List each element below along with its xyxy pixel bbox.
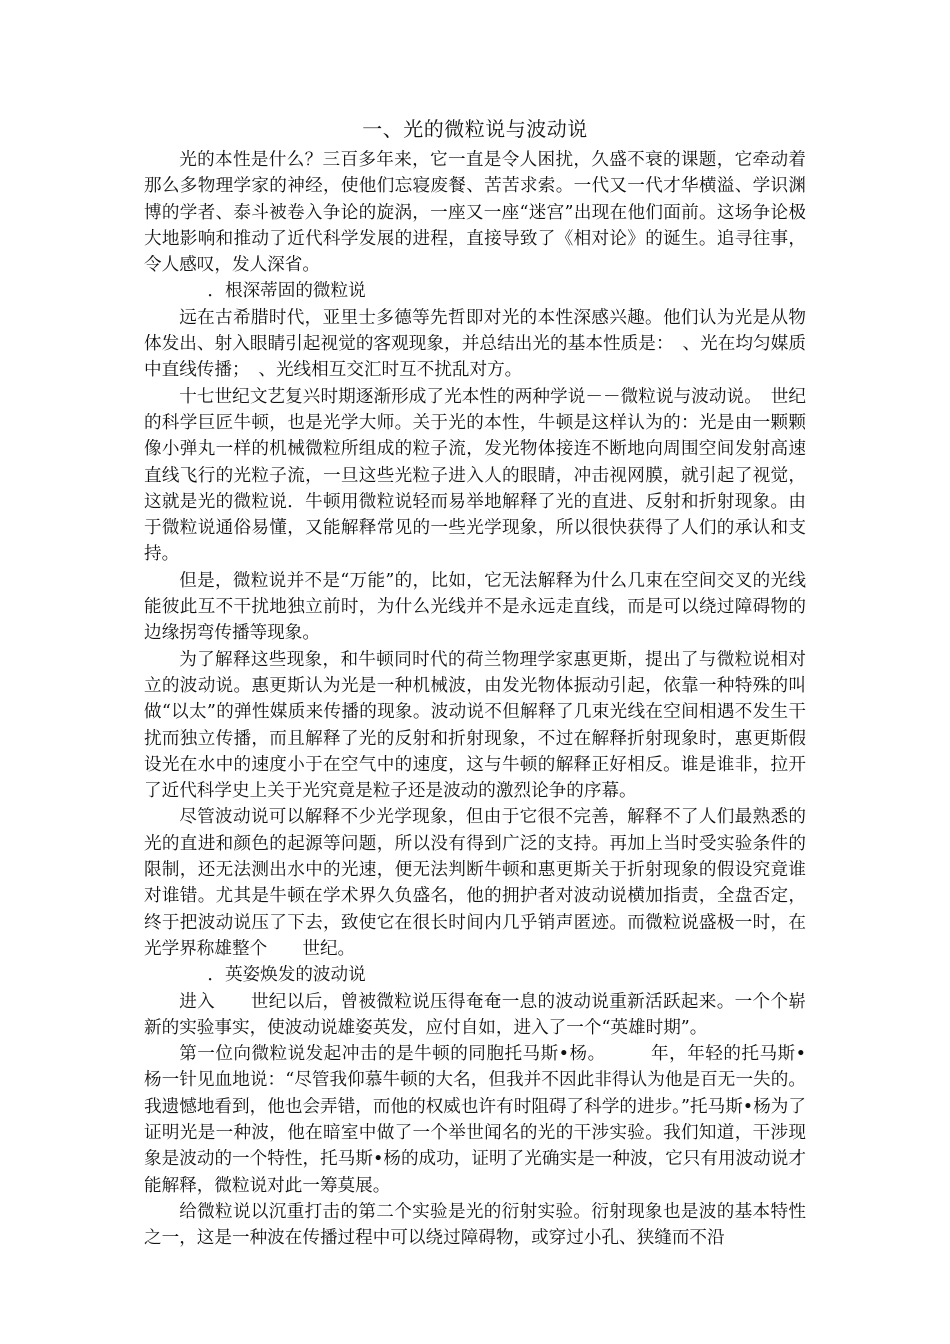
paragraph-young: 第一位向微粒说发起冲击的是牛顿的同胞托马斯•杨。 年，年轻的托马斯•杨一针见血地说：“尽管我仰慕牛顿的大名，但我并不因此非得认为他是百无一失的。我遗憾地看到，他也会弄错，而他的权威也许有时阻碍了科学的进步。”托马斯•杨为了证明光是一种波，他在暗室中做了一个举世闻名的光的干涉实验。我们知道，干涉现象是波动的一个特性，托马斯•杨的成功，证明了光确实是一种波，它只有用波动说才能解释，微粒说对此一筹莫展。 (144, 1044, 806, 1196)
paragraph-newton: 十七世纪文艺复兴时期逐渐形成了光本性的两种学说－－微粒说与波动说。 世纪的科学巨匠牛顿，也是光学大师。关于光的本性，牛顿是这样认为的：光是由一颗颗像小弹丸一样的机械微粒所组成的粒子流，发光物体接连不断地向周围空间发射高速直线飞行的光粒子流，一旦这些光粒子进入人的眼睛，冲击视网膜，就引起了视觉，这就是光的微粒说．牛顿用微粒说轻而易举地解释了光的直进、反射和折射现象。由于微粒说通俗易懂，又能解释常见的一些光学现象，所以很快获得了人们的承认和支持。 (144, 386, 806, 565)
paragraph-diffraction: 给微粒说以沉重打击的第二个实验是光的衍射实验。衍射现象也是波的基本特性之一，这是一种波在传播过程中可以绕过障碍物，或穿过小孔、狭缝而不沿 (144, 1201, 806, 1249)
paragraph-huygens: 为了解释这些现象，和牛顿同时代的荷兰物理学家惠更斯，提出了与微粒说相对立的波动说。惠更斯认为光是一种机械波，由发光物体振动引起，依靠一种特殊的叫做“以太”的弹性媒质来传播的现象。波动说不但解释了几束光线在空间相遇不发生干扰而独立传播，而且解释了光的反射和折射现象，不过在解释折射现象时，惠更斯假设光在水中的速度小于在空气中的速度，这与牛顿的解释正好相反。谁是谁非，拉开了近代科学史上关于光究竟是粒子还是波动的激烈论争的序幕。 (144, 649, 806, 802)
paragraph-intro: 光的本性是什么？三百多年来，它一直是令人困扰，久盛不衰的课题，它牵动着那么多物理学家的神经，使他们忘寝废餐、苦苦求索。一代又一代才华横溢、学识渊博的学者、泰斗被卷入争论的旋涡，一座又一座“迷宫”出现在他们面前。这场争论极大地影响和推动了近代科学发展的进程，直接导致了《相对论》的诞生。追寻往事，令人感叹，发人深省。 (144, 150, 806, 276)
paragraph-wave-suppressed: 尽管波动说可以解释不少光学现象，但由于它很不完善，解释不了人们最熟悉的光的直进和颜色的起源等问题，所以没有得到广泛的支持。再加上当时受实验条件的限制，还无法测出水中的光速，便无法判断牛顿和惠更斯关于折射现象的假设究竟谁对谁错。尤其是牛顿在学术界久负盛名，他的拥护者对波动说横加指责，全盘否定，终于把波动说压了下去，致使它在很长时间内几乎销声匿迹。而微粒说盛极一时，在光学界称雄整个 世纪。 (144, 807, 806, 959)
document-body (144, 147, 806, 1251)
section-heading-wave: ．英姿焕发的波动说 (207, 965, 366, 986)
section-heading-corpuscular: ．根深蒂固的微粒说 (207, 281, 366, 302)
document-title: 一、光的微粒说与波动说 (362, 117, 588, 141)
paragraph-ancient-greece: 远在古希腊时代，亚里士多德等先哲即对光的本性深感兴趣。他们认为光是从物体发出、射入眼睛引起视觉的客观现象，并总结出光的基本性质是： 、光在均匀媒质中直线传播； 、光线相互交汇时互不扰乱对方。 (144, 307, 806, 381)
paragraph-limits: 但是，微粒说并不是“万能”的，比如，它无法解释为什么几束在空间交叉的光线能彼此互不干扰地独立前时，为什么光线并不是永远走直线，而是可以绕过障碍物的边缘拐弯传播等现象。 (144, 570, 806, 644)
paragraph-wave-revival: 进入 世纪以后，曾被微粒说压得奄奄一息的波动说重新活跃起来。一个个崭新的实验事实，使波动说雄姿英发，应付自如，进入了一个“英雄时期”。 (144, 991, 806, 1038)
